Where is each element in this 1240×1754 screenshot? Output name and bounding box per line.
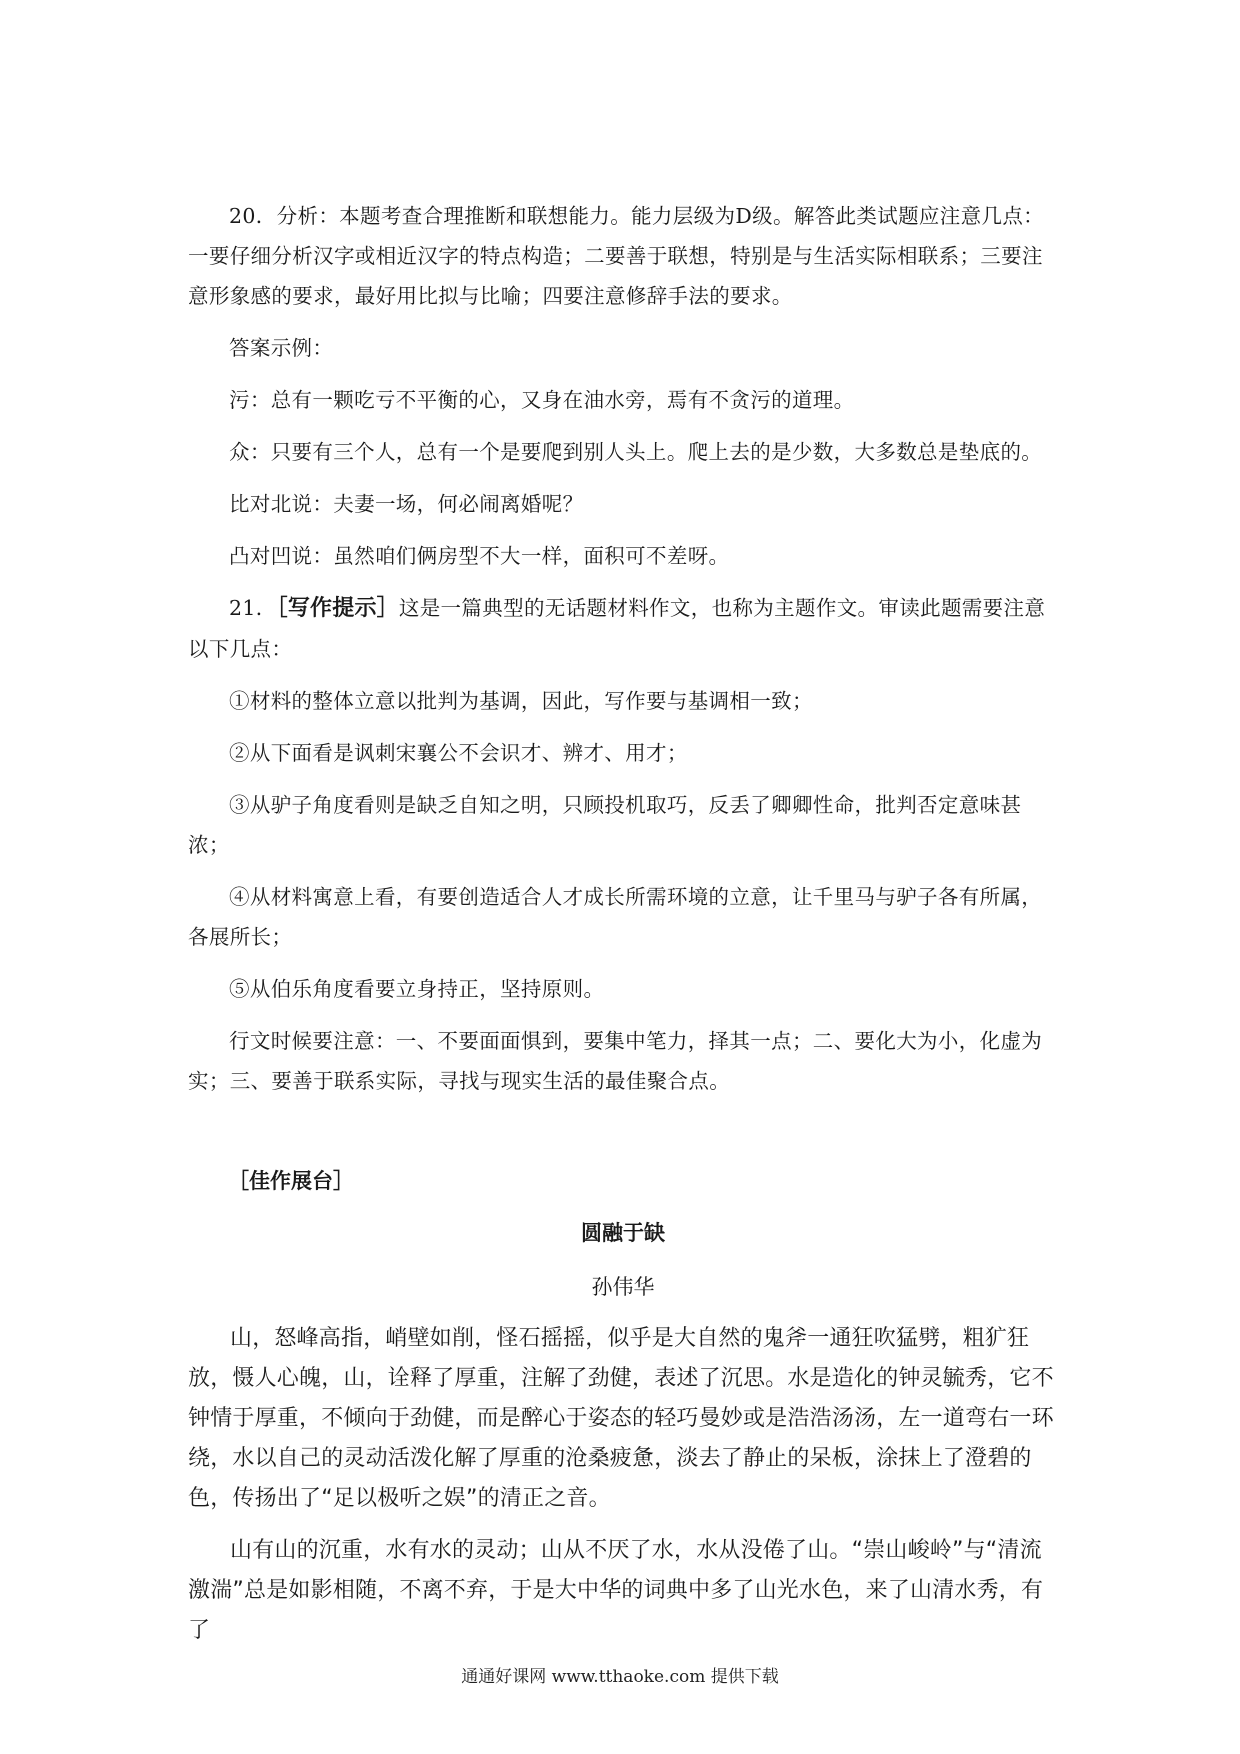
point-4: ④从材料寓意上看，有要创造适合人才成长所需环境的立意，让千里马与驴子各有所属，各展所长； [188,885,1043,949]
example-bi-bei: 比对北说：夫妻一场，何必闹离婚呢？ [229,492,584,516]
essay-paragraph: 山，怒峰高指，峭壁如削，怪石摇摇，似乎是大自然的鬼斧一通狂吹猛劈，粗犷狂放，慑人心魄，山，诠释了厚重，注解了劲健，表述了沉思。水是造化的钟灵毓秀，它不钟情于厚重，不倾向于劲健，而是醉心于姿态的轻巧曼妙或是浩浩汤汤，左一道弯右一环绕，水以自己的灵动活泼化解了厚重的沧桑疲惫，淡去了静止的呆板，涂抹上了澄碧的色，传扬出了“足以极听之娱”的清正之音。 [188,1326,1054,1511]
essay-title: 圆融于缺 [581,1221,665,1245]
essay-author: 孙伟华 [591,1275,655,1299]
writing-tip-tag: ［写作提示］ [276,596,399,621]
showcase-heading: ［佳作展台］ [228,1169,354,1193]
q21-intro [188,588,1058,669]
page-footer: 通通好课网 www.tthaoke.com 提供下载 [461,1667,779,1687]
point-5: ⑤从伯乐角度看要立身持正，坚持原则。 [229,977,605,1001]
example-zhong: 众：只要有三个人，总有一个是要爬到别人头上。爬上去的是少数，大多数总是垫底的。 [229,440,1043,464]
q21-number: 21． [229,596,277,620]
essay-paragraph: 山有山的沉重，水有水的灵动；山从不厌了水，水从没倦了山。“崇山峻岭”与“清流激湍”总是如影相随，不离不弃，于是大中华的词典中多了山光水色，来了山清水秀，有了 [188,1538,1044,1643]
document-page [188,196,1058,1651]
point-3: ③从驴子角度看则是缺乏自知之明，只顾投机取巧，反丢了卿卿性命，批判否定意味甚浓； [188,793,1022,857]
example-tu-ao: 凸对凹说：虽然咱们俩房型不大一样，面积可不差呀。 [229,544,730,568]
answer-example-label: 答案示例： [229,336,334,360]
example-wu: 污：总有一颗吃亏不平衡的心，又身在油水旁，焉有不贪污的道理。 [229,388,855,412]
point-2: ②从下面看是讽刺宋襄公不会识才、辨才、用才； [229,741,688,765]
q20-analysis: 20．分析：本题考查合理推断和联想能力。能力层级为D级。解答此类试题应注意几点：一要仔细分析汉字或相近汉字的特点构造；二要善于联想，特别是与生活实际相联系；三要注意形象感的要求，最好用比拟与比喻；四要注意修辞手法的要求。 [188,204,1045,308]
q21-text: 这是一篇典型的无话题材料作文，也称为主题作文。审读此题需要注意以下几点： [188,596,1046,661]
writing-closing-note: 行文时候要注意：一、不要面面惧到，要集中笔力，择其一点；二、要化大为小，化虚为实；三、要善于联系实际，寻找与现实生活的最佳聚合点。 [188,1029,1043,1093]
point-1: ①材料的整体立意以批判为基调，因此，写作要与基调相一致； [229,689,813,713]
